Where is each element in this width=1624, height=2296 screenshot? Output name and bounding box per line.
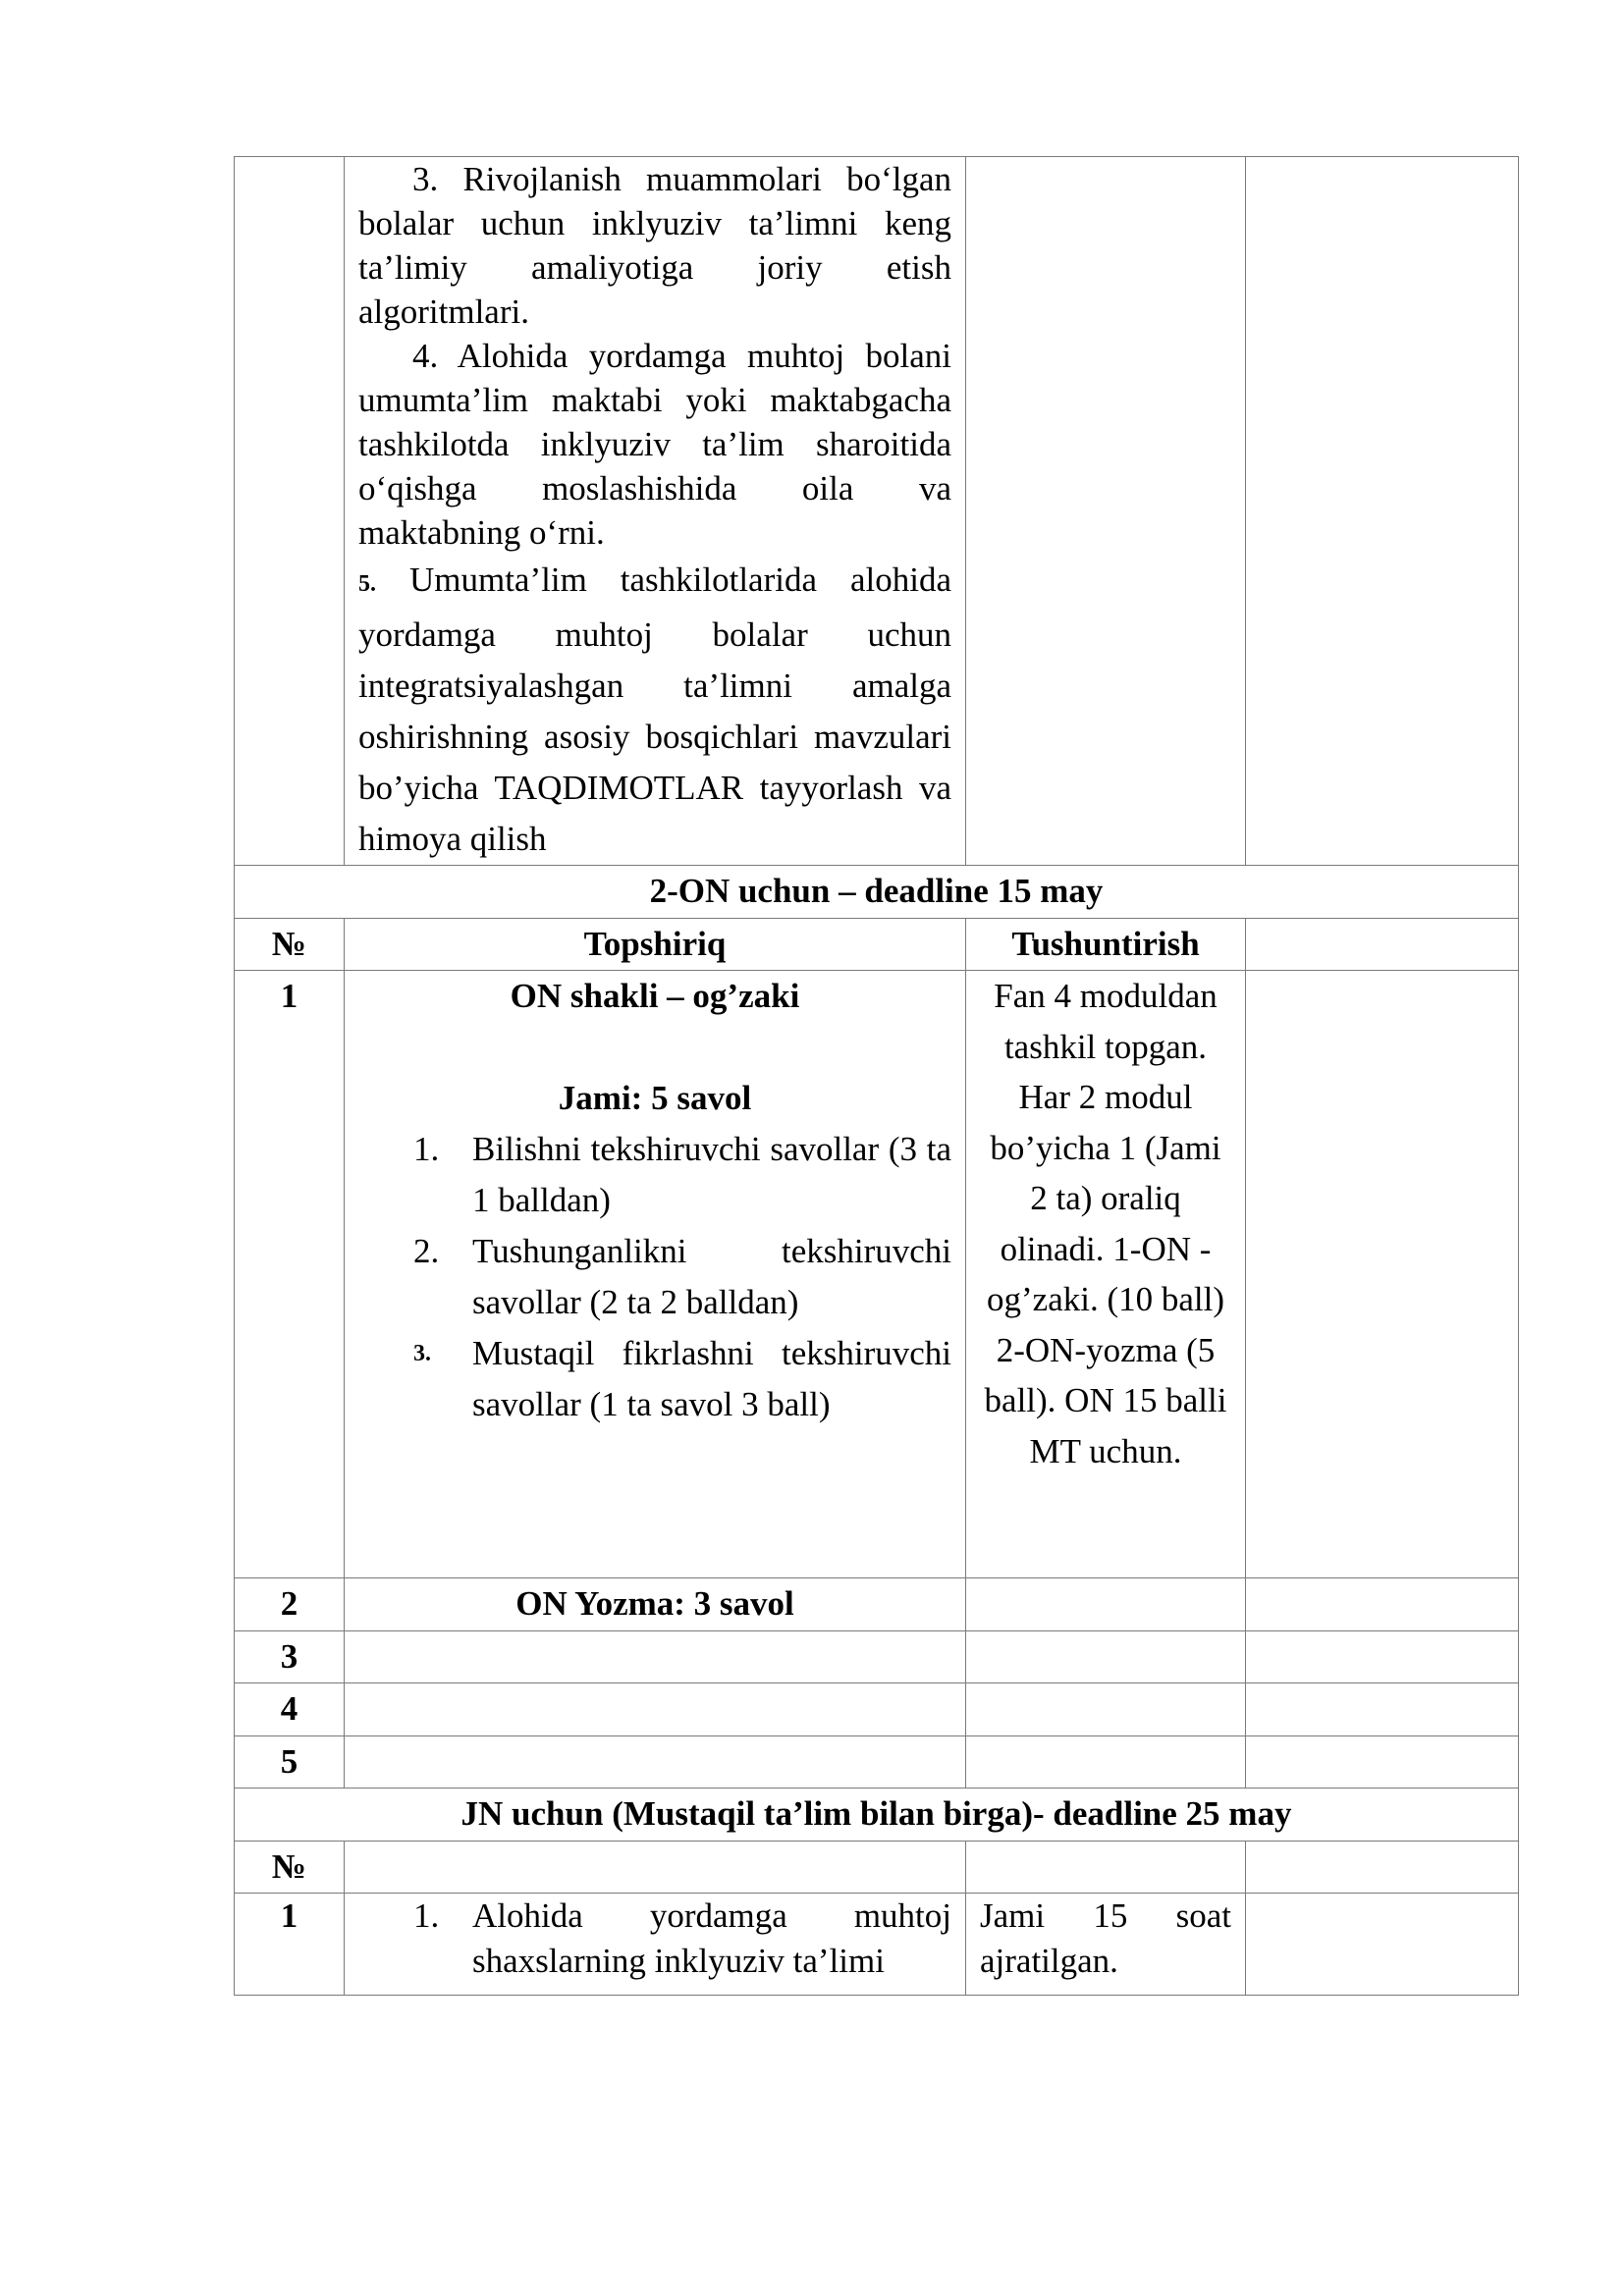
empty-cell [1246, 1630, 1519, 1683]
document-table [234, 156, 1519, 1996]
list-item [358, 1124, 951, 1226]
empty-cell [966, 157, 1246, 866]
empty-cell [1246, 1841, 1519, 1894]
empty-cell [1246, 1578, 1519, 1631]
item-text: Tushunganlikni tekshiruvchi savollar (2 ta 2 balldan) [472, 1232, 951, 1321]
task-cell [345, 971, 966, 1578]
empty-cell [966, 1578, 1246, 1631]
row-number: 1 [235, 971, 345, 1578]
continuation-row [235, 157, 1519, 866]
item-text: Alohida yordamga muhtoj shaxslarning inklyuziv ta’limi [472, 1896, 951, 1980]
table-row [235, 1735, 1519, 1789]
empty-cell [966, 1683, 1246, 1736]
section-title-row [235, 1789, 1519, 1842]
item-text: Mustaqil fikrlashni tekshiruvchi savollar (1 ta savol 3 ball) [472, 1334, 951, 1423]
task-subtitle: Jami: 5 savol [558, 1079, 752, 1117]
empty-cell [966, 1735, 1246, 1789]
empty-cell [345, 1841, 966, 1894]
empty-cell [966, 1841, 1246, 1894]
header-task: Topshiriq [345, 918, 966, 971]
explain-text: Jami 15 soat ajratilgan. [980, 1896, 1231, 1980]
header-row [235, 1841, 1519, 1894]
item-text: Bilishni tekshiruvchi savollar (3 ta 1 balldan) [472, 1130, 951, 1219]
row-number: 3 [235, 1630, 345, 1683]
row-number: 1 [235, 1894, 345, 1996]
task-list [358, 1894, 951, 1984]
explain-cell [966, 1894, 1246, 1996]
section-title-row [235, 866, 1519, 919]
header-num: № [235, 918, 345, 971]
list-item [358, 1894, 951, 1984]
table-row [235, 1894, 1519, 1996]
list-item [358, 1226, 951, 1328]
item-number: 3. [413, 1341, 431, 1366]
topic-number: 5. [358, 571, 376, 597]
topic-item-3 [358, 157, 951, 334]
item-number: 1. [413, 1130, 440, 1168]
task-title: ON shakli – og’zaki [510, 977, 800, 1015]
empty-cell [1246, 1894, 1519, 1996]
table-row [235, 1578, 1519, 1631]
header-extra [1246, 918, 1519, 971]
item-number: 2. [413, 1232, 440, 1270]
empty-cell [1246, 1735, 1519, 1789]
table-row [235, 971, 1519, 1578]
explain-cell [966, 971, 1246, 1578]
row-number: 5 [235, 1735, 345, 1789]
table-row [235, 1683, 1519, 1736]
task-list [358, 1124, 951, 1430]
section-title-on2: 2-ON uchun – deadline 15 may [235, 866, 1519, 919]
empty-cell [1246, 971, 1519, 1578]
header-explain: Tushuntirish [966, 918, 1246, 971]
topic-number: 4. [412, 337, 439, 375]
topic-item-4 [358, 334, 951, 555]
empty-num-cell [235, 157, 345, 866]
row-number: 2 [235, 1578, 345, 1631]
header-row [235, 918, 1519, 971]
topic-text: Rivojlanish muammolari bo‘lgan bolalar uchun inklyuziv ta’limni keng ta’limiy amaliyotiga joriy etish algoritmlari. [358, 160, 952, 331]
explain-text: Fan 4 moduldan tashkil topgan. Har 2 modul bo’yicha 1 (Jami 2 ta) oraliq olinadi. 1-ON -og’zaki. (10 ball) 2-ON-yozma (5 ball). ON 15 balli MT uchun. [984, 977, 1227, 1470]
topic-number: 3. [412, 160, 439, 198]
topic-item-5 [358, 555, 951, 865]
empty-cell [345, 1630, 966, 1683]
empty-cell [345, 1683, 966, 1736]
empty-cell [1246, 1683, 1519, 1736]
table-row [235, 1630, 1519, 1683]
topics-cell [345, 157, 966, 866]
empty-cell [1246, 157, 1519, 866]
empty-cell [966, 1630, 1246, 1683]
list-item [358, 1328, 951, 1430]
topic-text: Alohida yordamga muhtoj bolani umumta’lim maktabi yoki maktabgacha tashkilotda inklyuziv ta’lim sharoitida o‘qishga moslashishida oila va maktabning o‘rni. [358, 337, 951, 552]
header-num: № [235, 1841, 345, 1894]
task-title: ON Yozma: 3 savol [345, 1578, 966, 1631]
empty-cell [345, 1735, 966, 1789]
topic-text: Umumta’lim tashkilotlarida alohida yordamga muhtoj bolalar uchun integratsiyalashgan ta’limni amalga oshirishning asosiy bosqichlari mavzulari bo’yicha TAQDIMOTLAR tayyorlash va himoya qilish [358, 561, 951, 858]
section-title-jn: JN uchun (Mustaqil ta’lim bilan birga)- deadline 25 may [235, 1789, 1519, 1842]
row-number: 4 [235, 1683, 345, 1736]
item-number: 1. [413, 1896, 440, 1935]
task-cell [345, 1894, 966, 1996]
